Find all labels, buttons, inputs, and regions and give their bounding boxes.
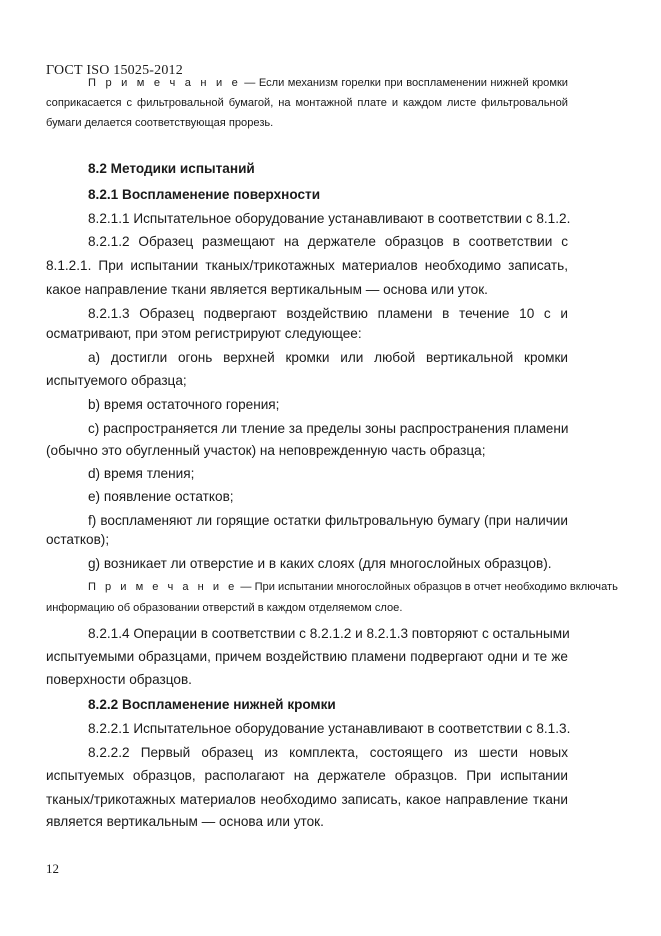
list-item-a-cont: испытуемого образца;: [46, 373, 187, 388]
paragraph-line: 8.2.1.4 Операции в соответствии с 8.2.1.2 и 8.2.1.3 повторяют с остальными: [88, 626, 570, 641]
paragraph-line: 8.1.2.1. При испытании тканых/трикотажных материалов необходимо записать,: [46, 258, 568, 273]
note-1-line-1: П р и м е ч а н и е — Если механизм горелки при воспламенении нижней кромки: [88, 77, 569, 89]
page-number: 12: [46, 861, 59, 876]
list-item-a: a) достигли огонь верхней кромки или любой вертикальной кромки: [88, 350, 568, 365]
section-title-8-2: 8.2 Методики испытаний: [88, 161, 255, 176]
paragraph-line: 8.2.2.2 Первый образец из комплекта, состоящего из шести новых: [88, 745, 568, 760]
paragraph-line: 8.2.2.1 Испытательное оборудование устанавливают в соответствии с 8.1.3.: [88, 721, 571, 736]
paragraph-line: испытуемыми образцами, причем воздействию пламени подвергают одни и те же: [46, 649, 568, 664]
paragraph-line: 8.2.1.1 Испытательное оборудование устанавливают в соответствии с 8.1.2.: [88, 211, 571, 226]
note-2-label: П р и м е ч а н и е: [88, 581, 238, 593]
note-1-label: П р и м е ч а н и е: [88, 77, 241, 89]
paragraph-line: поверхности образцов.: [46, 672, 192, 687]
list-item-f-cont: остатков);: [46, 532, 110, 547]
note-2-line-1: П р и м е ч а н и е — При испытании многослойных образцов в отчет необходимо включать: [88, 581, 618, 593]
note-2-line-2: информацию об образовании отверстий в каждом отделяемом слое.: [46, 602, 403, 614]
list-item-g: g) возникает ли отверстие и в каких слоях (для многослойных образцов).: [88, 556, 552, 571]
note-1-line-2: соприкасается с фильтровальной бумагой, на монтажной плате и каждом листе фильтровальной: [46, 97, 568, 109]
paragraph-line: осматривают, при этом регистрируют следующее:: [46, 326, 362, 341]
paragraph-line: испытуемых образцов, располагают на держателе образцов. При испытании: [46, 768, 568, 783]
paragraph-line: 8.2.1.2 Образец размещают на держателе образцов в соответствии с: [88, 234, 568, 249]
paragraph-line: является вертикальным — основа или уток.: [46, 814, 324, 829]
list-item-e: e) появление остатков;: [88, 489, 234, 504]
paragraph-line: тканых/трикотажных материалов необходимо записать, какое направление ткани: [46, 792, 568, 807]
list-item-c-cont: (обычно это обугленный участок) на неповрежденную часть образца;: [46, 443, 486, 458]
paragraph-line: 8.2.1.3 Образец подвергают воздействию пламени в течение 10 с и: [88, 306, 568, 321]
paragraph-line: какое направление ткани является вертикальным — основа или уток.: [46, 282, 488, 297]
list-item-f: f) воспламеняют ли горящие остатки фильтровальную бумагу (при наличии: [88, 513, 568, 528]
list-item-b: b) время остаточного горения;: [88, 397, 280, 412]
standard-header: ГОСТ ISO 15025-2012: [46, 63, 183, 78]
list-item-d: d) время тления;: [88, 466, 195, 481]
section-title-8-2-2: 8.2.2 Воспламенение нижней кромки: [88, 697, 336, 712]
section-title-8-2-1: 8.2.1 Воспламенение поверхности: [88, 187, 321, 202]
note-1-line-3: бумаги делается соответствующая прорезь.: [46, 117, 274, 129]
list-item-c: c) распространяется ли тление за пределы зоны распространения пламени: [88, 421, 569, 436]
